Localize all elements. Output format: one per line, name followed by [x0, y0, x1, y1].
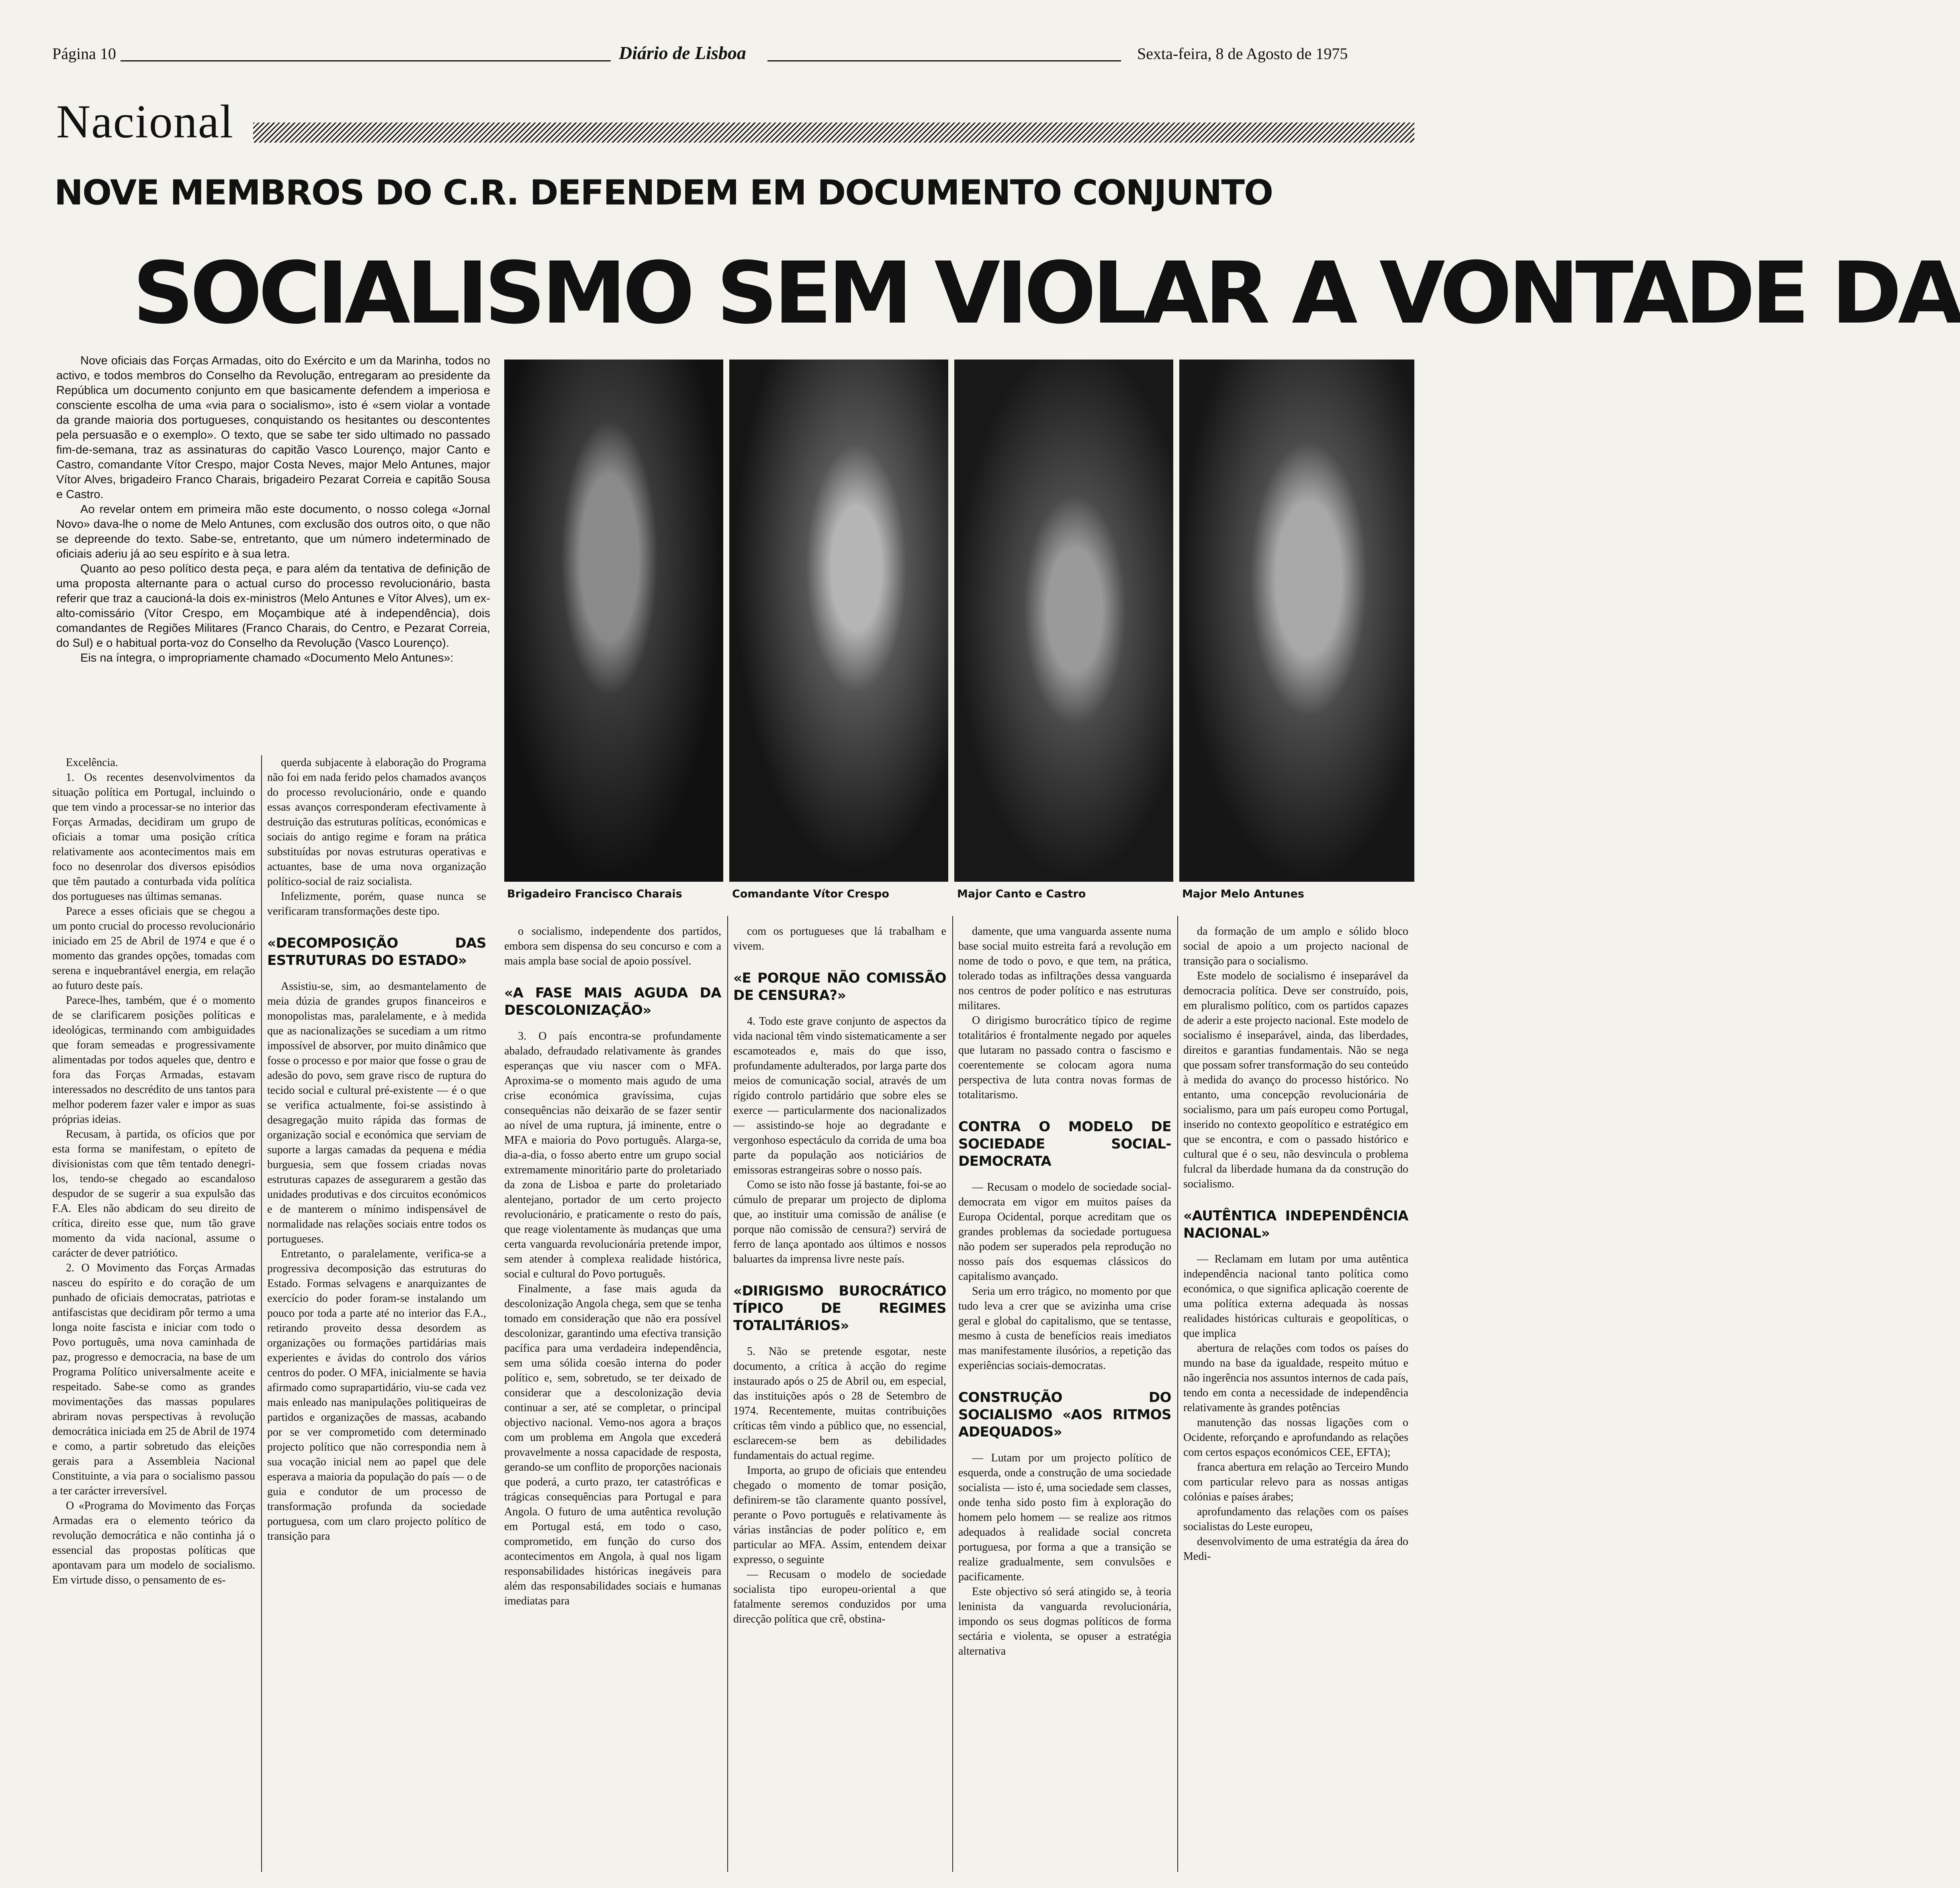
body-column-4	[733, 924, 946, 1626]
subheading: «E PORQUE NÃO COMISSÃO DE CENSURA?»	[733, 970, 946, 1003]
paragraph: querda subjacente à elaboração do Programa não foi em nada ferido pelos chamados avanços do processo revolucionário, onde e quando essas avanços corresponderam efectivamente à destruição das estruturas políticas, económicas e sociais do antigo regime e foram na prática substituídas por novas estruturas operativas e actuantes, base de uma nova organização político-social de raiz socialista.	[267, 756, 486, 888]
column-divider	[1177, 916, 1178, 1872]
paragraph: 2. O Movimento das Forças Armadas nasceu do espírito e do coração de um punhado de oficiais democratas, patriotas e antifascistas que decidiram pôr termo a uma longa noite fascista e iniciar com todo o Povo português, uma nova caminhada de paz, progresso e democracia, na base de um Programa Político universalmente aceite e respeitado. Sabe-se como as grandes movimentações das massas populares abriram novas perspectivas à revolução democrática iniciada em 25 de Abril de 1974 e como, a partir sobretudo das eleições gerais para a Assembleia Nacional Constituinte, a via para o socialismo passou a ter carácter irreversível.	[52, 1262, 255, 1497]
paragraph: aprofundamento das relações com os países socialistas do Leste europeu,	[1183, 1506, 1408, 1533]
column-divider	[261, 755, 262, 1872]
paragraph: 4. Todo este grave conjunto de aspectos da vida nacional têm vindo sistematicamente a ser escamoteados e, mais do que isso, profundamente adulterados, por larga parte dos meios de comunicação social, através de um rígido controlo partidário que sobre eles se exerce — particularmente dos nacionalizados — assistindo-se hoje ao degradante e vergonhoso espectáculo da corrida de uma boa parte da população aos noticiários de emissoras estrangeiras sobre o nosso país.	[733, 1015, 946, 1176]
paragraph: O «Programa do Movimento das Forças Armadas era o elemento teórico da revolução democrática e não continha já o essencial das propostas políticas que apontavam para um modelo de socialismo. Em virtude disso, o pensamento de es-	[52, 1500, 255, 1586]
photo-crespo	[729, 360, 948, 882]
paragraph: Este objectivo só será atingido se, à teoria leninista da vanguarda revolucionária, impondo os seus dogmas políticos de forma sectária e violenta, se opuser a estratégia alternativa	[958, 1586, 1171, 1657]
column-divider	[727, 916, 728, 1872]
section-title: Nacional	[56, 95, 234, 148]
paragraph: o socialismo, independente dos partidos, embora sem dispensa do seu concurso e com a mais ampla base social de apoio possível.	[504, 925, 721, 967]
caption-charais: Brigadeiro Francisco Charais	[507, 888, 682, 900]
paragraph: Finalmente, a fase mais aguda da descolonização Angola chega, sem que se tenha tomado em consideração que não era possível descolonizar, garantindo uma efectiva transição pacífica para uma verdadeira independência, sem uma sólida coesão interna do poder político e, sem, sobretudo, se ter deixado de considerar que a descolonização devia continuar a ser, até se completar, o principal objectivo nacional. Vemo-nos agora a braços com um problema em Angola que excederá provavelmente a nossa capacidade de resposta, gerando-se um conflito de proporções nacionais que poderá, a curto prazo, ter catastróficas e trágicas consequências para Portugal e para Angola. O futuro de uma autêntica revolução em Portugal está, em todo o caso, comprometido, em função do curso dos acontecimentos em Angola, à qual nos ligam responsabilidades históricas inegáveis para além das responsabilidades sociais e humanas imediatas para	[504, 1283, 721, 1607]
body-column-6	[1183, 924, 1408, 1564]
caption-canto-castro: Major Canto e Castro	[957, 888, 1086, 900]
paragraph: Seria um erro trágico, no momento por que tudo leva a crer que se avizinha uma crise geral e global do capitalismo, que se tentasse, mesmo à custa de benefícios reais imediatos mas manifestamente ilusórios, a repetição das experiências sociais-democratas.	[958, 1285, 1171, 1372]
paragraph: Entretanto, o paralelamente, verifica-se a progressiva decomposição das estruturas do Estado. Formas selvagens e anarquizantes de exercício do poder foram-se instalando um pouco por toda a parte até no interior das F.A., retirando proveito dessa desordem as organizações ou formações partidárias mais experientes e ávidas do controlo dos vários centros do poder. O MFA, inicialmente se havia afirmado como suprapartidário, viu-se cada vez mais enleado nas manipulações politiqueiras de partidos e organizações de massas, acabando por se ver comprometido com determinado projecto político que não correspondia nem à sua vocação inicial nem ao papel que dele esperava a maioria da população do país — o de guia e condutor de um processo de transformação profunda da sociedade portuguesa, com um claro projecto político de transição para	[267, 1248, 486, 1543]
subheading: «AUTÊNTICA INDEPENDÊNCIA NACIONAL»	[1183, 1208, 1408, 1241]
paragraph: da formação de um amplo e sólido bloco social de apoio a um projecto nacional de transição para o socialismo.	[1183, 925, 1408, 967]
paragraph: Importa, ao grupo de oficiais que entendeu chegado o momento de tomar posição, definirem-se tão claramente quanto possível, perante o Povo português e relativamente às várias instâncias de poder político e, em particular ao MFA. Assim, entendem deixar expresso, o seguinte	[733, 1464, 946, 1566]
paragraph: Este modelo de socialismo é inseparável da democracia política. Deve ser construído, pois, em pluralismo político, com os partidos capazes de aderir a este projecto nacional. Este modelo de socialismo é inseparável, ainda, das liberdades, direitos e garantias fundamentais. Não se nega que possam sofrer transformação do seu conteúdo à medida do avanço do processo histórico. No entanto, uma concepção revolucionária de socialismo, para um país europeu como Portugal, inserido no contexto geopolítico e estratégico em que se encontra, e com o passado histórico e cultural que é o seu, não desvincula o problema fulcral da liberdade humana da da construção do socialismo.	[1183, 970, 1408, 1190]
intro-paragraph: Eis na íntegra, o impropriamente chamado «Documento Melo Antunes»:	[80, 652, 454, 664]
paragraph: Assistiu-se, sim, ao desmantelamento de meia dúzia de grandes grupos financeiros e monopolistas mas, paralelamente, e à medida que as nacionalizações se sucediam a um ritmo impossível de absorver, por muito dinâmico que fosse o processo e por maior que fosse o grau de adesão do povo, sem grave risco de ruptura do tecido social e cultural pré-existente — é o que se verifica actualmente, foi-se assistindo à desagregação muito rápida das formas de organização social e económica que serviam de suporte a largas camadas da pequena e média burguesia, sem que fossem criadas novas estruturas capazes de assegurarem a gestão das unidades produtivas e dos circuitos económicos e de manterem o mínimo indispensável de normalidade nas relações sociais entre todos os portugueses.	[267, 980, 486, 1245]
photo-canto-castro	[954, 360, 1173, 882]
header-rule-left	[121, 60, 611, 61]
headline: SOCIALISMO SEM VIOLAR A VONTADE DA	[133, 243, 1960, 343]
photo-charais	[504, 360, 723, 882]
subheading: CONSTRUÇÃO DO SOCIALISMO «AOS RITMOS ADEQUADOS»	[958, 1389, 1171, 1440]
paragraph: Recusam, à partida, os ofícios que por esta forma se manifestam, o epíteto de divisionistas com que têm tentado denegri-los, tendo-se chegado ao escandaloso despudor de se sugerir a sua expulsão das F.A. Eles não abdicam do seu direito de crítica, direito esse que, num tão grave momento da vida nacional, assume o carácter de dever patriótico.	[52, 1128, 255, 1259]
intro	[56, 353, 490, 666]
body-column-5	[958, 924, 1171, 1659]
paragraph: abertura de relações com todos os países do mundo na base da igualdade, respeito mútuo e não ingerência nos assuntos internos de cada país, tendo em conta a necessidade de independência relativamente às grandes potências	[1183, 1342, 1408, 1414]
caption-crespo: Comandante Vítor Crespo	[732, 888, 890, 900]
paragraph: Excelência.	[66, 756, 118, 769]
paragraph: Como se isto não fosse já bastante, foi-se ao cúmulo de preparar um projecto de diploma que, ao instituir uma comissão de análise (e porque não comissão de censura?) servirá de ferro de lança apontado aos últimos e nossos baluartes da imprensa livre neste país.	[733, 1179, 946, 1265]
section-hatch	[253, 123, 1414, 143]
paragraph: Parece-lhes, também, que é o momento de se clarificarem posições políticas e ideológicas, terminando com ambiguidades que foram semeadas e progressivamente alimentadas por todos aqueles que, dentro e fora das Forças Armadas, estavam interessados no descrédito de uns tantos para melhor poderem fazer valer e impor as suas próprias ideias.	[52, 994, 255, 1126]
body-column-3	[504, 924, 721, 1608]
body-column-1	[52, 755, 255, 1588]
intro-paragraph: Ao revelar ontem em primeira mão este documento, o nosso colega «Jornal Novo» dava-lhe o nome de Melo Antunes, com exclusão dos outros oito, o que não se depreende do texto. Sabe-se, entretanto, que um número indeterminado de oficiais aderiu já ao seu espírito e à sua letra.	[56, 503, 490, 560]
paragraph: damente, que uma vanguarda assente numa base social muito estreita fará a revolução em nome de todo o povo, e que tem, na prática, tolerado todas as infiltrações dessa vanguarda nos centros de poder político e nas estruturas militares.	[958, 925, 1171, 1012]
header-rule-right	[767, 60, 1121, 61]
subheading: CONTRA O MODELO DE SOCIEDADE SOCIAL-DEMOCRATA	[958, 1119, 1171, 1169]
subheading: «DIRIGISMO BUROCRÁTICO TÍPICO DE REGIMES TOTALITÁRIOS»	[733, 1283, 946, 1334]
paragraph: Parece a esses oficiais que se chegou a um ponto crucial do processo revolucionário iniciado em 25 de Abril de 1974 e que é o momento das grandes opções, tomadas com serena e inquebrantável energia, em relação ao futuro deste país.	[52, 905, 255, 992]
paragraph: Infelizmente, porém, quase nunca se verificaram transformações deste tipo.	[267, 890, 486, 917]
body-column-2	[267, 755, 486, 1544]
paragraph: com os portugueses que lá trabalham e vivem.	[733, 925, 946, 952]
intro-paragraph: Nove oficiais das Forças Armadas, oito do Exército e um da Marinha, todos no activo, e todos membros do Conselho da Revolução, entregaram ao presidente da República um documento conjunto em que basicamente defendem a imperiosa e consciente escolha de uma «via para o socialismo», isto é «sem violar a vontade da grande maioria dos portugueses, conquistando os hesitantes ou descontentes pela persuasão e o exemplo». O texto, que se sabe ter sido ultimado no passado fim-de-semana, traz as assinaturas do capitão Vasco Lourenço, major Canto e Castro, comandante Vítor Crespo, major Costa Neves, major Melo Antunes, major Vítor Alves, brigadeiro Franco Charais, brigadeiro Pezarat Correia e capitão Sousa e Castro.	[56, 354, 490, 501]
photo-melo-antunes	[1179, 360, 1414, 882]
masthead: Diário de Lisboa	[619, 43, 746, 63]
paragraph: 1. Os recentes desenvolvimentos da situação política em Portugal, incluindo o que tem vindo a processar-se no interior das Forças Armadas, decidiram um grupo de oficiais a tomar uma posição crítica relativamente aos acontecimentos mais em foco no desenrolar dos diversos episódios que têm pautado a conturbada vida política dos portugueses nas últimas semanas.	[52, 771, 255, 903]
paragraph: 3. O país encontra-se profundamente abalado, defraudado relativamente às grandes esperanças que viu nascer com o MFA. Aproxima-se o momento mais agudo de uma crise económica gravíssima, cujas consequências não deixarão de se fazer sentir ao nível de uma ruptura, já iminente, entre o MFA e maioria do Povo português. Alarga-se, dia-a-dia, o fosso aberto entre um grupo social extremamente minoritário parte do proletariado da zona de Lisboa e parte do proletariado alentejano, portador de um certo projecto revolucionário, e praticamente o resto do país, que reage violentamente às mudanças que uma certa vanguarda revolucionária pretende impor, sem atender à complexa realidade histórica, social e cultural do Povo português.	[504, 1030, 721, 1280]
subheading: «DECOMPOSIÇÃO DAS ESTRUTURAS DO ESTADO»	[267, 935, 486, 969]
paragraph: — Recusam o modelo de sociedade socialista tipo europeu-oriental a que fatalmente seremos conduzidos por uma direcção política que crê, obstina-	[733, 1568, 946, 1625]
intro-paragraph: Quanto ao peso político desta peça, e para além da tentativa de definição de uma proposta alternante para o actual curso do processo revolucionário, basta referir que traz a caucioná-la dois ex-ministros (Melo Antunes e Vítor Alves), um ex-alto-comissário (Vítor Crespo, em Moçambique até à independência), dois comandantes de Regiões Militares (Franco Charais, do Centro, e Pezarat Correia, do Sul) e o habitual porta-voz do Conselho da Revolução (Vasco Lourenço).	[56, 562, 490, 650]
paragraph: 5. Não se pretende esgotar, neste documento, a crítica à acção do regime instaurado após o 25 de Abril ou, em especial, das instituições após o 28 de Setembro de 1974. Recentemente, muitas contribuições críticas têm vindo a público que, no essencial, esclarecem-se bem as debilidades fundamentais do actual regime.	[733, 1345, 946, 1462]
paragraph: franca abertura em relação ao Terceiro Mundo com particular relevo para as nossas antigas colónias e países árabes;	[1183, 1461, 1408, 1503]
paragraph: desenvolvimento de uma estratégia da área do Medi-	[1183, 1535, 1408, 1563]
page-date: Sexta-feira, 8 de Agosto de 1975	[1137, 45, 1348, 63]
paragraph: — Lutam por um projecto político de esquerda, onde a construção de uma sociedade socialista — isto é, uma sociedade sem classes, onde tenha sido posto fim à exploração do homem pelo homem — se realize aos ritmos adequados à realidade social concreta portuguesa, por forma a que a transição se realize gradualmente, sem convulsões e pacificamente.	[958, 1452, 1171, 1583]
caption-melo-antunes: Major Melo Antunes	[1182, 888, 1304, 900]
paragraph: manutenção das nossas ligações com o Ocidente, reforçando e aprofundando as relações com certos espaços económicos CEE, EFTA);	[1183, 1416, 1408, 1459]
paragraph: — Recusam o modelo de sociedade social-democrata em vigor em muitos países da Europa Ocidental, porque acreditam que os grandes problemas da sociedade portuguesa não podem ser superados pela reprodução no nosso país dos esquemas clássicos do capitalismo avançado.	[958, 1181, 1171, 1283]
page-number: Página 10	[52, 45, 116, 63]
column-divider	[952, 916, 953, 1872]
paragraph: — Reclamam em lutam por uma autêntica independência nacional tanto política como económica, o que significa aplicação coerente de uma política externa adequada às nossas realidades históricas culturais e geopolíticas, o que implica	[1183, 1253, 1408, 1340]
paragraph: O dirigismo burocrático típico de regime totalitários é frontalmente negado por aqueles que lutaram no passado contra o fascismo e coerentemente se colocam agora numa perspectiva de luta contra novas formas de totalitarismo.	[958, 1014, 1171, 1101]
kicker: NOVE MEMBROS DO C.R. DEFENDEM EM DOCUMENTO CONJUNTO	[54, 173, 1273, 213]
subheading: «A FASE MAIS AGUDA DA DESCOLONIZAÇÃO»	[504, 985, 721, 1018]
